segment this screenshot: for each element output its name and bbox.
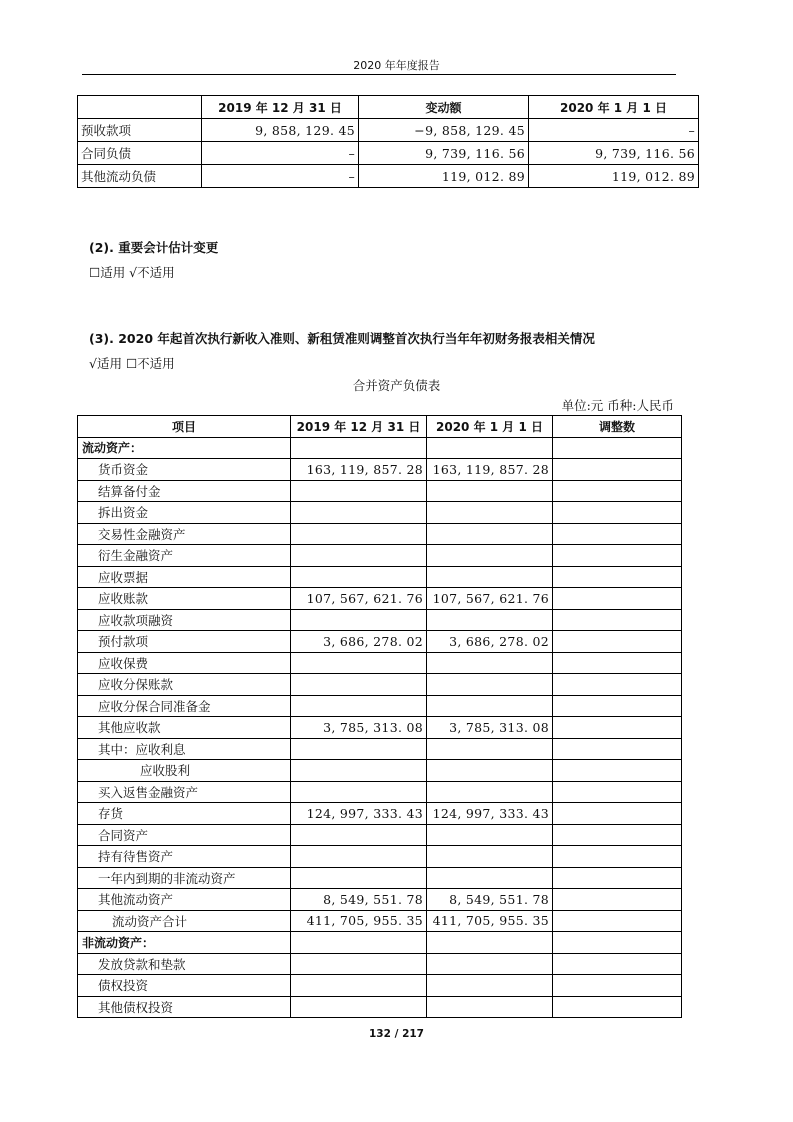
- cell-2019: [291, 523, 427, 545]
- table-row: [78, 910, 682, 932]
- cell-2020: 124, 997, 333. 43: [427, 803, 553, 825]
- cell-2019: 8, 549, 551. 78: [291, 889, 427, 911]
- table-row: [78, 588, 682, 610]
- cell-2019: [291, 738, 427, 760]
- column-header: 2019 年 12 月 31 日: [202, 96, 359, 119]
- cell-2019: 163, 119, 857. 28: [291, 459, 427, 481]
- cell-2019: –: [202, 165, 359, 188]
- cell-change: −9, 858, 129. 45: [359, 119, 529, 142]
- cell-adjustment: [553, 760, 682, 782]
- table-row: [78, 545, 682, 567]
- column-header: [78, 96, 202, 119]
- cell-2019: [291, 695, 427, 717]
- cell-2020: [427, 523, 553, 545]
- cell-adjustment: [553, 523, 682, 545]
- cell-2019: [291, 996, 427, 1018]
- cell-2020: [427, 480, 553, 502]
- cell-2019: 9, 858, 129. 45: [202, 119, 359, 142]
- cell-2019: 124, 997, 333. 43: [291, 803, 427, 825]
- row-label: 其中：应收利息: [78, 738, 291, 760]
- row-label: 应收股利: [78, 760, 291, 782]
- cell-2020: [427, 867, 553, 889]
- row-label: 应收分保合同准备金: [78, 695, 291, 717]
- cell-adjustment: [553, 996, 682, 1018]
- row-label: 发放贷款和垫款: [78, 953, 291, 975]
- row-label: 衍生金融资产: [78, 545, 291, 567]
- row-label: 预收款项: [78, 119, 202, 142]
- balance-sheet-table: [77, 415, 682, 1018]
- table-row: [78, 566, 682, 588]
- row-label: 流动资产：: [78, 437, 291, 459]
- row-label: 货币资金: [78, 459, 291, 481]
- cell-2020: 3, 686, 278. 02: [427, 631, 553, 653]
- table-row: [78, 975, 682, 997]
- cell-adjustment: [553, 437, 682, 459]
- row-label: 持有待售资产: [78, 846, 291, 868]
- cell-2020: –: [529, 119, 699, 142]
- cell-adjustment: [553, 631, 682, 653]
- column-header: 2019 年 12 月 31 日: [291, 416, 427, 438]
- table-row: [78, 781, 682, 803]
- cell-2020: [427, 846, 553, 868]
- cell-adjustment: [553, 459, 682, 481]
- section-3-options: √适用 ☐不适用: [89, 356, 175, 371]
- table-row: [78, 996, 682, 1018]
- header-divider: [82, 74, 676, 75]
- cell-adjustment: [553, 566, 682, 588]
- cell-2020: [427, 932, 553, 954]
- cell-2019: [291, 975, 427, 997]
- row-label: 流动资产合计: [78, 910, 291, 932]
- cell-2019: [291, 846, 427, 868]
- row-label: 交易性金融资产: [78, 523, 291, 545]
- cell-2019: 3, 785, 313. 08: [291, 717, 427, 739]
- row-label: 债权投资: [78, 975, 291, 997]
- report-header: 2020 年年度报告: [353, 59, 440, 72]
- row-label: 存货: [78, 803, 291, 825]
- balance-sheet-body: [78, 437, 682, 1018]
- page-number: 132 / 217: [369, 1028, 424, 1040]
- column-header: 2020 年 1 月 1 日: [427, 416, 553, 438]
- table-row: [78, 846, 682, 868]
- cell-2020: 119, 012. 89: [529, 165, 699, 188]
- cell-adjustment: [553, 652, 682, 674]
- cell-2020: 8, 549, 551. 78: [427, 889, 553, 911]
- cell-adjustment: [553, 953, 682, 975]
- cell-2019: 107, 567, 621. 76: [291, 588, 427, 610]
- cell-2019: [291, 760, 427, 782]
- row-label: 其他债权投资: [78, 996, 291, 1018]
- column-header: 项目: [78, 416, 291, 438]
- row-label: 合同资产: [78, 824, 291, 846]
- cell-2019: [291, 437, 427, 459]
- row-label: 应收账款: [78, 588, 291, 610]
- cell-adjustment: [553, 588, 682, 610]
- cell-adjustment: [553, 867, 682, 889]
- cell-2019: –: [202, 142, 359, 165]
- table-row: [78, 760, 682, 782]
- table-row: [78, 867, 682, 889]
- unit-currency-note: 单位:元 币种:人民币: [561, 398, 674, 413]
- table-row: [78, 932, 682, 954]
- table-row: [78, 889, 682, 911]
- cell-2019: [291, 932, 427, 954]
- cell-2020: [427, 996, 553, 1018]
- row-label: 预付款项: [78, 631, 291, 653]
- cell-adjustment: [553, 824, 682, 846]
- cell-2020: [427, 609, 553, 631]
- cell-2019: 411, 705, 955. 35: [291, 910, 427, 932]
- table-row: [78, 165, 699, 188]
- cell-adjustment: [553, 889, 682, 911]
- cell-adjustment: [553, 738, 682, 760]
- row-label: 一年内到期的非流动资产: [78, 867, 291, 889]
- table-row: [78, 953, 682, 975]
- cell-2020: [427, 695, 553, 717]
- cell-adjustment: [553, 975, 682, 997]
- cell-2020: 107, 567, 621. 76: [427, 588, 553, 610]
- row-label: 应收票据: [78, 566, 291, 588]
- cell-2019: [291, 652, 427, 674]
- table-row: [78, 523, 682, 545]
- section-2-title: (2). 重要会计估计变更: [89, 240, 219, 255]
- row-label: 其他流动负债: [78, 165, 202, 188]
- section-2-options: ☐适用 √不适用: [89, 265, 175, 280]
- row-label: 结算备付金: [78, 480, 291, 502]
- cell-2020: [427, 738, 553, 760]
- table-row: [78, 437, 682, 459]
- cell-adjustment: [553, 674, 682, 696]
- table-row: [78, 652, 682, 674]
- cell-2019: [291, 867, 427, 889]
- cell-adjustment: [553, 932, 682, 954]
- table-header-row: [78, 416, 682, 438]
- cell-2020: [427, 674, 553, 696]
- row-label: 拆出资金: [78, 502, 291, 524]
- cell-2019: [291, 480, 427, 502]
- cell-2020: [427, 760, 553, 782]
- cell-2019: [291, 566, 427, 588]
- cell-2020: [427, 953, 553, 975]
- cell-2019: [291, 781, 427, 803]
- table-row: [78, 803, 682, 825]
- table-row: [78, 142, 699, 165]
- cell-2020: [427, 975, 553, 997]
- table-row: [78, 609, 682, 631]
- cell-2020: [427, 545, 553, 567]
- row-label: 其他流动资产: [78, 889, 291, 911]
- cell-2020: 163, 119, 857. 28: [427, 459, 553, 481]
- row-label: 应收款项融资: [78, 609, 291, 631]
- change-table: [77, 95, 699, 188]
- cell-change: 119, 012. 89: [359, 165, 529, 188]
- cell-change: 9, 739, 116. 56: [359, 142, 529, 165]
- cell-2020: 3, 785, 313. 08: [427, 717, 553, 739]
- row-label: 非流动资产：: [78, 932, 291, 954]
- row-label: 买入返售金融资产: [78, 781, 291, 803]
- cell-2020: [427, 824, 553, 846]
- cell-2019: [291, 609, 427, 631]
- cell-adjustment: [553, 717, 682, 739]
- cell-2020: [427, 566, 553, 588]
- row-label: 应收分保账款: [78, 674, 291, 696]
- cell-adjustment: [553, 502, 682, 524]
- table-caption: 合并资产负债表: [352, 378, 441, 393]
- table-row: [78, 459, 682, 481]
- cell-2019: [291, 502, 427, 524]
- table-row: [78, 674, 682, 696]
- table-row: [78, 738, 682, 760]
- cell-2019: [291, 674, 427, 696]
- table-row: [78, 480, 682, 502]
- cell-2020: 411, 705, 955. 35: [427, 910, 553, 932]
- cell-adjustment: [553, 695, 682, 717]
- cell-2019: [291, 824, 427, 846]
- row-label: 其他应收款: [78, 717, 291, 739]
- cell-adjustment: [553, 545, 682, 567]
- table-row: [78, 502, 682, 524]
- cell-2020: [427, 502, 553, 524]
- cell-2020: [427, 781, 553, 803]
- cell-adjustment: [553, 480, 682, 502]
- table-row: [78, 631, 682, 653]
- cell-2020: [427, 652, 553, 674]
- cell-adjustment: [553, 781, 682, 803]
- table-row: [78, 717, 682, 739]
- row-label: 合同负债: [78, 142, 202, 165]
- column-header: 调整数: [553, 416, 682, 438]
- cell-adjustment: [553, 846, 682, 868]
- column-header: 2020 年 1 月 1 日: [529, 96, 699, 119]
- table-row: [78, 824, 682, 846]
- cell-2019: [291, 953, 427, 975]
- column-header: 变动额: [359, 96, 529, 119]
- cell-adjustment: [553, 910, 682, 932]
- cell-2019: [291, 545, 427, 567]
- row-label: 应收保费: [78, 652, 291, 674]
- cell-2020: 9, 739, 116. 56: [529, 142, 699, 165]
- section-3-title: (3). 2020 年起首次执行新收入准则、新租赁准则调整首次执行当年年初财务报表相关情况: [89, 331, 595, 346]
- cell-2019: 3, 686, 278. 02: [291, 631, 427, 653]
- cell-adjustment: [553, 803, 682, 825]
- table-header-row: [78, 96, 699, 119]
- cell-2020: [427, 437, 553, 459]
- table-row: [78, 695, 682, 717]
- table-row: [78, 119, 699, 142]
- cell-adjustment: [553, 609, 682, 631]
